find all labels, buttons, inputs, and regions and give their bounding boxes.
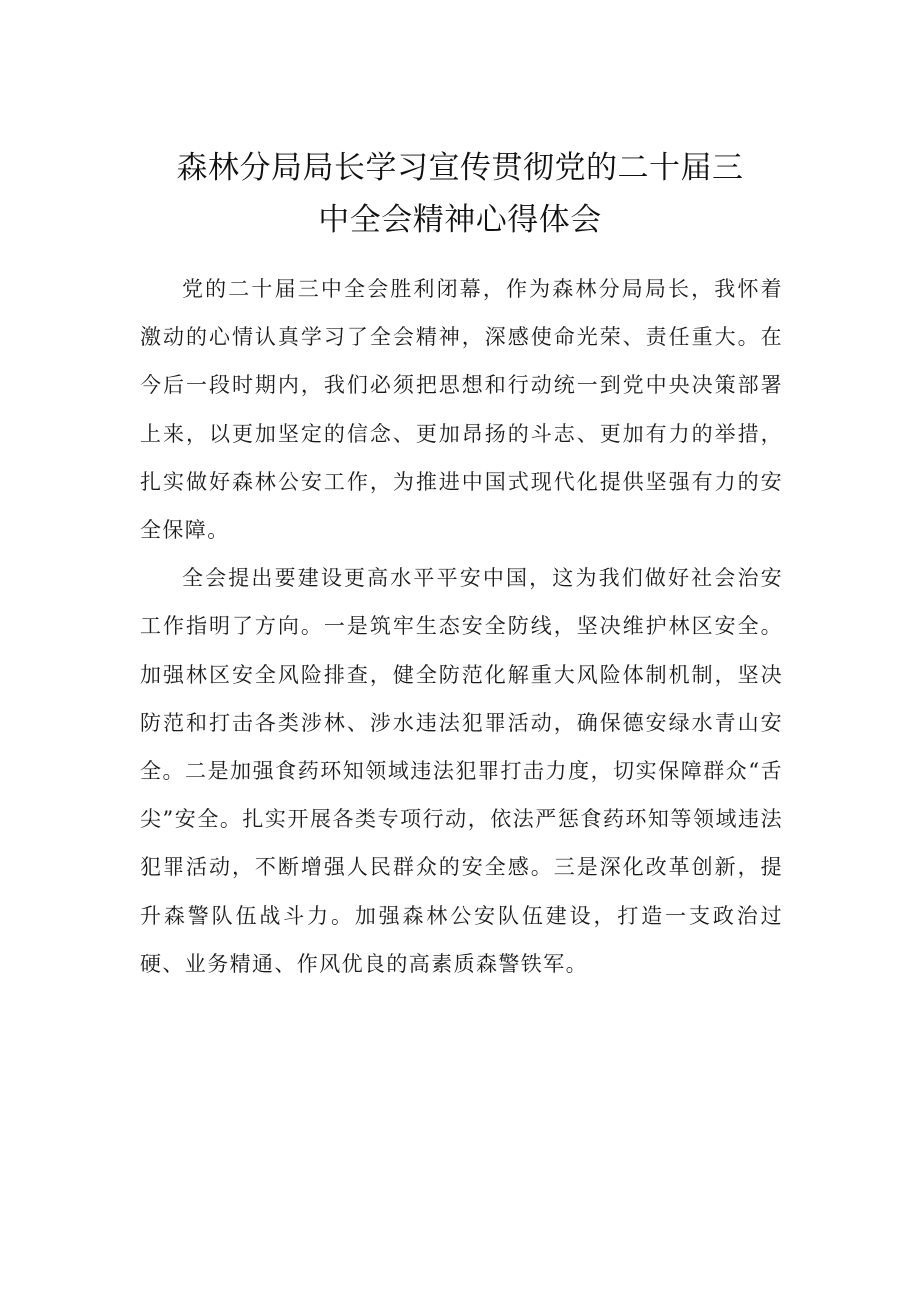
title-line-2: 中全会精神心得体会 [318,202,602,238]
paragraph-1: 党的二十届三中全会胜利闭幕，作为森林分局局长，我怀着激动的心情认真学习了全会精神，深感使命光荣、责任重大。在今后一段时期内，我们必须把思想和行动统一到党中央决策部署上来，以更加坚定的信念、更加昂扬的斗志、更加有力的举措，扎实做好森林公安工作，为推进中国式现代化提供坚强有力的安全保障。 [140,277,783,543]
document-body [140,265,783,988]
paragraph-2: 全会提出要建设更高水平平安中国，这为我们做好社会治安工作指明了方向。一是筑牢生态安全防线，坚决维护林区安全。加强林区安全风险排查，健全防范化解重大风险体制机制，坚决防范和打击各类涉林、涉水违法犯罪活动，确保德安绿水青山安全。二是加强食药环知领域违法犯罪打击力度，切实保障群众“舌尖”安全。扎实开展各类专项行动，依法严惩食药环知等领域违法犯罪活动，不断增强人民群众的安全感。三是深化改革创新，提升森警队伍战斗力。加强森林公安队伍建设，打造一支政治过硬、业务精通、作风优良的高素质森警铁军。 [140,566,783,976]
title-line-1: 森林分局局长学习宣传贯彻党的二十届三 [176,150,744,186]
document-title [140,142,780,246]
